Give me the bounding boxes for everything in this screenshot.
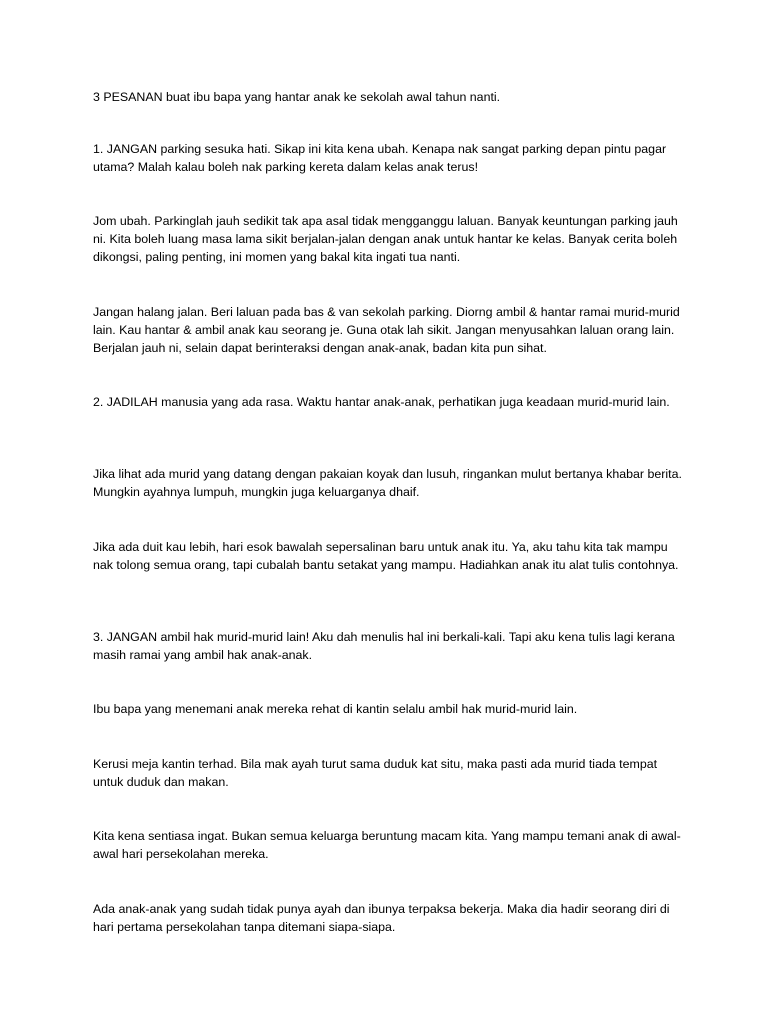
paragraph-point-2: 2. JADILAH manusia yang ada rasa. Waktu hantar anak-anak, perhatikan juga keadaan murid-murid lain. — [93, 395, 670, 409]
paragraph: Ada anak-anak yang sudah tidak punya ayah dan ibunya terpaksa bekerja. Maka dia hadir seorang diri di hari pertama persekolahan tanpa ditemani siapa-siapa. — [93, 902, 670, 935]
paragraph: Jika ada duit kau lebih, hari esok bawalah sepersalinan baru untuk anak itu. Ya, aku tahu kita tak mampu nak tolong semua orang, tapi cubalah bantu setakat yang mampu. Hadiahkan anak itu alat tulis contohnya. — [93, 540, 679, 573]
paragraph: Jom ubah. Parkinglah jauh sedikit tak apa asal tidak mengganggu laluan. Banyak keuntungan parking jauh ni. Kita boleh luang masa lama sikit berjalan-jalan dengan anak untuk hantar ke kelas. Banyak cerita boleh dikongsi, paling penting, ini momen yang bakal kita ingati tua nanti. — [93, 214, 678, 265]
paragraph: Jika lihat ada murid yang datang dengan pakaian koyak dan lusuh, ringankan mulut bertanya khabar berita. Mungkin ayahnya lumpuh, mungkin juga keluarganya dhaif. — [93, 467, 682, 500]
paragraph: Jangan halang jalan. Beri laluan pada bas & van sekolah parking. Diorng ambil & hantar ramai murid-murid lain. Kau hantar & ambil anak kau seorang je. Guna otak lah sikit. Jangan menyusahkan laluan orang lain. Berjalan jauh ni, selain dapat berinteraksi dengan anak-anak, badan kita pun sihat. — [93, 305, 680, 356]
paragraph-point-3: 3. JANGAN ambil hak murid-murid lain! Aku dah menulis hal ini berkali-kali. Tapi aku kena tulis lagi kerana masih ramai yang ambil hak anak-anak. — [93, 630, 675, 663]
document-heading: 3 PESANAN buat ibu bapa yang hantar anak ke sekolah awal tahun nanti. — [93, 90, 501, 104]
paragraph: Kerusi meja kantin terhad. Bila mak ayah turut sama duduk kat situ, maka pasti ada murid tiada tempat untuk duduk dan makan. — [93, 757, 658, 790]
paragraph: Ibu bapa yang menemani anak mereka rehat di kantin selalu ambil hak murid-murid lain. — [93, 702, 578, 716]
paragraph: Kita kena sentiasa ingat. Bukan semua keluarga beruntung macam kita. Yang mampu temani anak di awal-awal hari persekolahan mereka. — [93, 829, 681, 862]
paragraph-point-1: 1. JANGAN parking sesuka hati. Sikap ini kita kena ubah. Kenapa nak sangat parking depan pintu pagar utama? Malah kalau boleh nak parking kereta dalam kelas anak terus! — [93, 142, 667, 175]
